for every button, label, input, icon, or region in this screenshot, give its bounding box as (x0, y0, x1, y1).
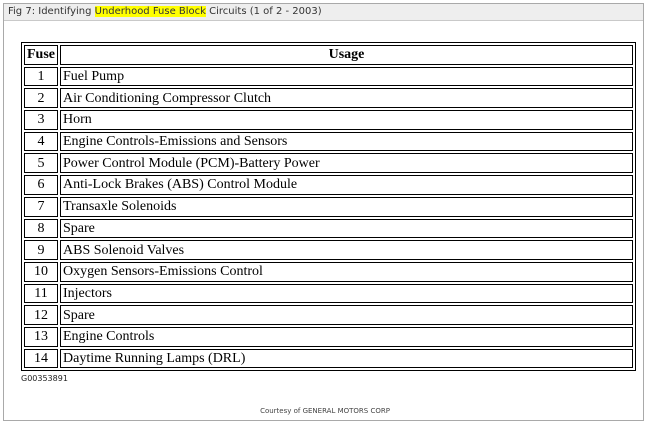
fuse-usage: Air Conditioning Compressor Clutch (60, 88, 633, 108)
fuse-number: 13 (24, 327, 58, 347)
fuse-usage: Anti-Lock Brakes (ABS) Control Module (60, 175, 633, 195)
figure-title (4, 4, 643, 21)
fuse-number: 10 (24, 262, 58, 282)
fuse-number: 7 (24, 197, 58, 217)
fuse-number: 4 (24, 132, 58, 152)
table-row (24, 349, 633, 369)
table-row (24, 88, 633, 108)
table-row (24, 153, 633, 173)
table-row (24, 175, 633, 195)
table-row (24, 132, 633, 152)
table-row (24, 110, 633, 130)
fuse-number: 6 (24, 175, 58, 195)
table-row (24, 327, 633, 347)
title-suffix: Circuits (1 of 2 - 2003) (205, 6, 322, 17)
figure-code: G00353891 (21, 374, 68, 383)
fuse-number: 5 (24, 153, 58, 173)
fuse-usage: Spare (60, 305, 633, 325)
fuse-usage: Power Control Module (PCM)-Battery Power (60, 153, 633, 173)
fuse-usage: Transaxle Solenoids (60, 197, 633, 217)
fuse-usage: Engine Controls (60, 327, 633, 347)
header-usage: Usage (60, 45, 633, 65)
table-row (24, 305, 633, 325)
table-row (24, 240, 633, 260)
title-prefix: Fig 7: Identifying (8, 6, 95, 17)
fuse-number: 1 (24, 67, 58, 87)
table-row (24, 284, 633, 304)
fuse-table (21, 42, 636, 371)
fuse-usage: Horn (60, 110, 633, 130)
fuse-usage: Daytime Running Lamps (DRL) (60, 349, 633, 369)
table-row (24, 67, 633, 87)
courtesy-text: Courtesy of GENERAL MOTORS CORP (260, 407, 390, 415)
fuse-number: 2 (24, 88, 58, 108)
table-row (24, 197, 633, 217)
fuse-usage: Engine Controls-Emissions and Sensors (60, 132, 633, 152)
fuse-number: 9 (24, 240, 58, 260)
table-header-row (24, 45, 633, 65)
fuse-usage: ABS Solenoid Valves (60, 240, 633, 260)
fuse-number: 8 (24, 219, 58, 239)
fuse-number: 11 (24, 284, 58, 304)
fuse-usage: Spare (60, 219, 633, 239)
fuse-number: 12 (24, 305, 58, 325)
title-highlight: Underhood Fuse Block (94, 6, 206, 17)
fuse-number: 3 (24, 110, 58, 130)
fuse-usage: Fuel Pump (60, 67, 633, 87)
table-row (24, 262, 633, 282)
table-row (24, 219, 633, 239)
fuse-usage: Injectors (60, 284, 633, 304)
fuse-number: 14 (24, 349, 58, 369)
header-fuse: Fuse (24, 45, 58, 65)
fuse-usage: Oxygen Sensors-Emissions Control (60, 262, 633, 282)
table-body (24, 67, 633, 369)
